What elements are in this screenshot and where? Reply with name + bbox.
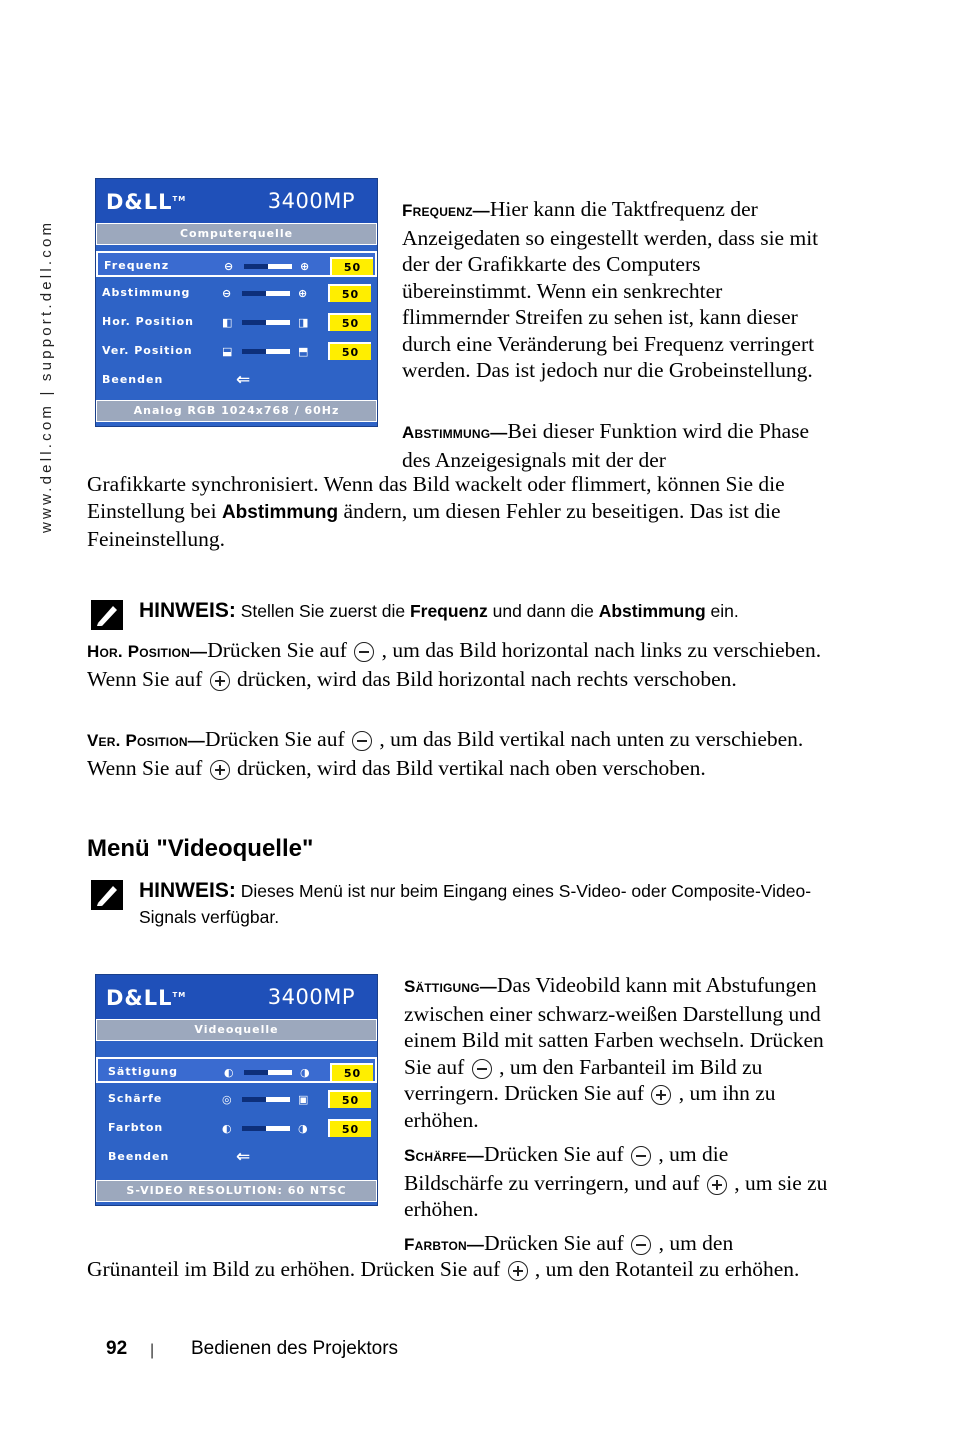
osd-footer: Analog RGB 1024x768 / 60Hz xyxy=(96,400,377,422)
sharpness-minus-icon: ◎ xyxy=(222,1093,233,1106)
abstimmung-paragraph-cont: Grafikkarte synchronisiert. Wenn das Bild wackelt oder flimmert, können Sie die Einstellung bei Abstimmung ändern, um diesen Fehler zu beseitigen. Das ist die Feineinstellung. xyxy=(87,472,785,551)
slider-track xyxy=(242,291,290,296)
farbton-paragraph-start: Farbton—Drücken Sie auf , um den xyxy=(404,1231,734,1255)
osd-row-farbton: Farbton ◐ ◑ 50 xyxy=(96,1115,377,1141)
vpos-up-icon: ⬒ xyxy=(298,345,310,358)
osd-row-abstimmung: Abstimmung ⊖ ⊕ 50 xyxy=(96,280,377,306)
minus-button-icon xyxy=(352,731,372,751)
slider-track xyxy=(242,1126,290,1131)
value-box: 50 xyxy=(328,342,371,360)
note-text: HINWEIS: Stellen Sie zuerst die Frequenz und dann die Abstimmung ein. xyxy=(139,599,739,622)
note-text: HINWEIS: Dieses Menü ist nur beim Eingang eines S-Video- oder Composite-Video-Signals verfügbar. xyxy=(139,879,812,927)
note-hinweis-1 xyxy=(87,598,827,630)
value-box: 50 xyxy=(328,284,371,302)
saturation-minus-icon: ◐ xyxy=(224,1066,235,1079)
note-pencil-icon xyxy=(91,880,123,910)
vpos-down-icon: ⬓ xyxy=(222,345,234,358)
osd-footer: S-VIDEO RESOLUTION: 60 NTSC xyxy=(96,1180,377,1202)
model-name: 3400MP xyxy=(267,985,355,1009)
abstimmung-paragraph-start: Abstimmung—Bei dieser Funktion wird die Phase des Anzeigesignals mit der der xyxy=(402,419,810,472)
minus-button-icon xyxy=(631,1235,651,1255)
chapter-title: Bedienen des Projektors xyxy=(191,1338,399,1359)
hor-position-paragraph: Hor. Position—Drücken Sie auf , um das Bild horizontal nach links zu verschieben. Wenn Sie auf drücken, wird das Bild horizontal nach rechts verschoben. xyxy=(87,638,822,691)
osd-row-beenden: Beenden ⇐ xyxy=(102,370,252,390)
frequency-plus-icon: ⊕ xyxy=(300,260,311,273)
minus-button-icon xyxy=(354,642,374,662)
sidebar-url xyxy=(38,175,68,535)
return-arrow-icon: ⇐ xyxy=(236,370,252,390)
value-box: 50 xyxy=(330,1063,373,1081)
section-heading: Menü "Videoquelle" xyxy=(87,835,314,862)
osd-row-hor-position: Hor. Position ◧ ◨ 50 xyxy=(96,309,377,335)
osd-header xyxy=(96,179,377,223)
minus-button-icon xyxy=(631,1146,651,1166)
slider-track xyxy=(244,1070,292,1075)
dell-logo: D&LL™ xyxy=(106,986,187,1010)
plus-button-icon xyxy=(707,1175,727,1195)
page-number: 92 xyxy=(106,1338,128,1359)
frequenz-paragraph: Frequenz—Hier kann die Taktfrequenz der Anzeigedaten so eingestellt werden, dass sie mit der der Grafikkarte des Computers übereinstimmt. Wenn ein senkrechter flimmernder Streifen zu sehen ist, kann dieser durch eine Veränderung bei Frequenz verringert werden. Das ist jedoch nur die Grobeinstellung. xyxy=(402,197,819,382)
hpos-right-icon: ◨ xyxy=(298,316,310,329)
osd-row-saettigung: Sättigung ◐ ◑ 50 xyxy=(96,1057,377,1083)
slider-track xyxy=(244,264,292,269)
note-hinweis-2 xyxy=(87,878,827,934)
return-arrow-icon: ⇐ xyxy=(236,1147,252,1167)
sidebar-url-text: www.dell.com | support.dell.com xyxy=(38,219,55,533)
tint-plus-icon: ◑ xyxy=(298,1122,309,1135)
value-box: 50 xyxy=(330,257,373,275)
plus-button-icon xyxy=(651,1085,671,1105)
minus-button-icon xyxy=(472,1059,492,1079)
ver-position-paragraph: Ver. Position—Drücken Sie auf , um das Bild vertikal nach unten zu verschieben. Wenn Sie auf drücken, wird das Bild vertikal nach oben verschoben. xyxy=(87,727,804,780)
farbton-paragraph-cont: Grünanteil im Bild zu erhöhen. Drücken Sie auf , um den Rotanteil zu erhöhen. xyxy=(87,1257,800,1281)
slider-track xyxy=(242,349,290,354)
footer-separator: | xyxy=(150,1342,155,1359)
plus-button-icon xyxy=(210,760,230,780)
value-box: 50 xyxy=(328,313,371,331)
osd-menu-computerquelle xyxy=(95,178,378,427)
osd-row-ver-position: Ver. Position ⬓ ⬒ 50 xyxy=(96,338,377,364)
osd-menu-videoquelle xyxy=(95,974,378,1206)
tracking-minus-icon: ⊖ xyxy=(222,287,233,300)
frequency-minus-icon: ⊖ xyxy=(224,260,235,273)
osd-header xyxy=(96,975,377,1019)
hpos-left-icon: ◧ xyxy=(222,316,234,329)
note-pencil-icon xyxy=(91,600,123,630)
value-box: 50 xyxy=(328,1090,371,1108)
saettigung-paragraph: Sättigung—Das Videobild kann mit Abstufungen zwischen einer schwarz-weißen Darstellung und einem Bild mit satten Farben wechseln. Drücken Sie auf , um den Farbanteil im Bild zu verringern. Drücken Sie auf , um ihn zu erhöhen. xyxy=(404,973,824,1132)
tint-minus-icon: ◐ xyxy=(222,1122,233,1135)
osd-title: Computerquelle xyxy=(96,223,377,245)
osd-row-frequenz: Frequenz ⊖ ⊕ 50 xyxy=(96,251,377,277)
osd-row-beenden: Beenden ⇐ xyxy=(108,1147,252,1167)
osd-title: Videoquelle xyxy=(96,1019,377,1041)
saturation-plus-icon: ◑ xyxy=(300,1066,311,1079)
osd-row-schaerfe: Schärfe ◎ ▣ 50 xyxy=(96,1086,377,1112)
tracking-plus-icon: ⊕ xyxy=(298,287,309,300)
schaerfe-paragraph: Schärfe—Drücken Sie auf , um die Bildschärfe zu verringern, und auf , um sie zu erhöhen. xyxy=(404,1142,828,1221)
model-name: 3400MP xyxy=(267,189,355,213)
value-box: 50 xyxy=(328,1119,371,1137)
dell-logo: D&LL™ xyxy=(106,190,187,214)
plus-button-icon xyxy=(210,671,230,691)
slider-track xyxy=(242,320,290,325)
plus-button-icon xyxy=(508,1261,528,1281)
sharpness-plus-icon: ▣ xyxy=(298,1093,310,1106)
slider-track xyxy=(242,1097,290,1102)
